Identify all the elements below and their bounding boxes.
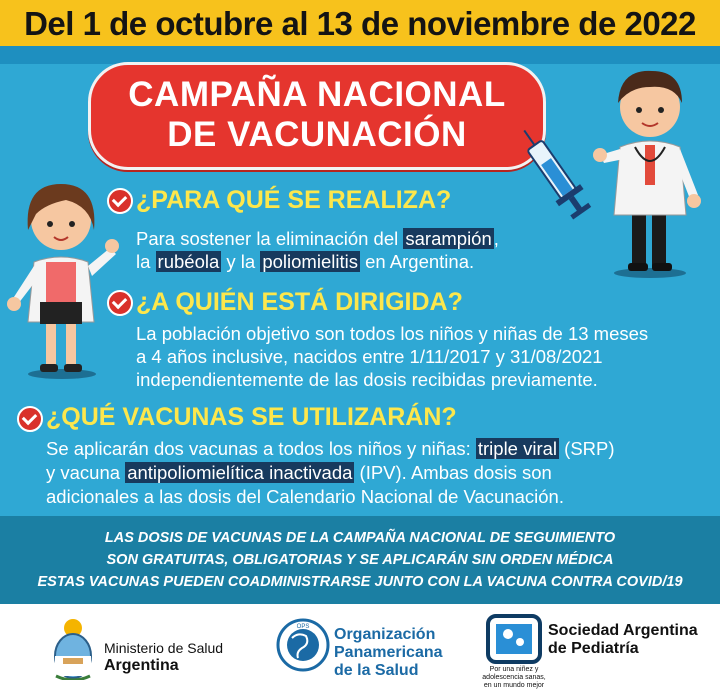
date-banner (0, 0, 720, 46)
coat-of-arms-logo (50, 618, 96, 680)
text: Para sostener la eliminación del (136, 228, 404, 249)
logos-bar (0, 604, 720, 695)
section3-text-line2 (46, 462, 552, 483)
syringe-icon (508, 120, 598, 230)
doctor-girl-illustration (6, 170, 122, 380)
highlight-polio: poliomielitis (262, 251, 358, 272)
text: (SRP) (559, 438, 615, 459)
text: la (136, 251, 156, 272)
section2-text-line1: La población objetivo son todos los niños y niñas de 13 meses (136, 323, 649, 344)
highlight-ipv: antipoliomielítica inactivada (127, 462, 353, 483)
check-icon (107, 188, 133, 214)
section2-text-line3: independientemente de las dosis recibidas previamente. (136, 369, 598, 390)
section1-text-line1 (136, 228, 499, 249)
globe-logo (276, 618, 330, 672)
highlight-triple-viral: triple viral (477, 438, 558, 459)
section3-text-line1 (46, 438, 615, 459)
highlight-rubella: rubéola (157, 251, 220, 272)
date-range: Del 1 de octubre al 13 de noviembre de 2022 (24, 5, 696, 42)
ministerio-line1: Ministerio de Salud (104, 640, 224, 656)
sap-tagline (474, 666, 554, 690)
pediatrics-logo (486, 614, 542, 664)
sap-tagline-1: Por una niñez y (489, 666, 539, 673)
campaign-title-line1: CAMPAÑA NACIONAL (128, 75, 506, 114)
ministerio-name (104, 640, 223, 674)
highlight-measles: sarampión (405, 228, 492, 249)
section2-question: ¿A QUIÉN ESTÁ DIRIGIDA? (136, 288, 463, 316)
ops-seal-text: OPS (296, 624, 310, 630)
section3-text-line3: adicionales a las dosis del Calendario Nacional de Vacunación. (46, 486, 564, 507)
text: (IPV). Ambas dosis son (354, 462, 552, 483)
ops-name (334, 626, 443, 680)
ministerio-line2: Argentina (104, 657, 179, 674)
notice-line2: SON GRATUITAS, OBLIGATORIAS Y SE APLICARÁN SIN ORDEN MÉDICA (106, 552, 614, 568)
check-icon (17, 406, 43, 432)
text: en Argentina. (359, 251, 475, 272)
check-icon (107, 290, 133, 316)
sap-line2: de Pediatría (548, 640, 639, 657)
sap-tagline-3: en un mundo mejor (483, 682, 545, 689)
ops-line3: de la Salud (334, 662, 419, 679)
ops-line1: Organización (334, 626, 436, 643)
campaign-title-badge (88, 62, 546, 170)
text: y vacuna (46, 462, 126, 483)
sap-name (548, 622, 698, 658)
section2-text-line2: a 4 años inclusive, nacidos entre 1/11/2017 y 31/08/2021 (136, 346, 603, 367)
text: y la (221, 251, 261, 272)
notice-line3: ESTAS VACUNAS PUEDEN COADMINISTRARSE JUNTO CON LA VACUNA CONTRA COVID/19 (37, 574, 683, 590)
doctor-boy-illustration (590, 55, 710, 280)
sap-line1: Sociedad Argentina (548, 622, 698, 639)
text: Se aplicarán dos vacunas a todos los niños y niñas: (46, 438, 476, 459)
text: , (493, 228, 499, 249)
section1-question: ¿PARA QUÉ SE REALIZA? (136, 186, 452, 214)
section3-question: ¿QUÉ VACUNAS SE UTILIZARÁN? (46, 403, 457, 431)
campaign-title-line2: DE VACUNACIÓN (167, 115, 467, 154)
sap-tagline-2: adolescencia sanas, (482, 674, 546, 681)
ops-line2: Panamericana (334, 644, 443, 661)
section1-text-line2 (136, 251, 474, 272)
notice-band (0, 516, 720, 604)
notice-line1: LAS DOSIS DE VACUNAS DE LA CAMPAÑA NACIONAL DE SEGUIMIENTO (104, 530, 616, 546)
